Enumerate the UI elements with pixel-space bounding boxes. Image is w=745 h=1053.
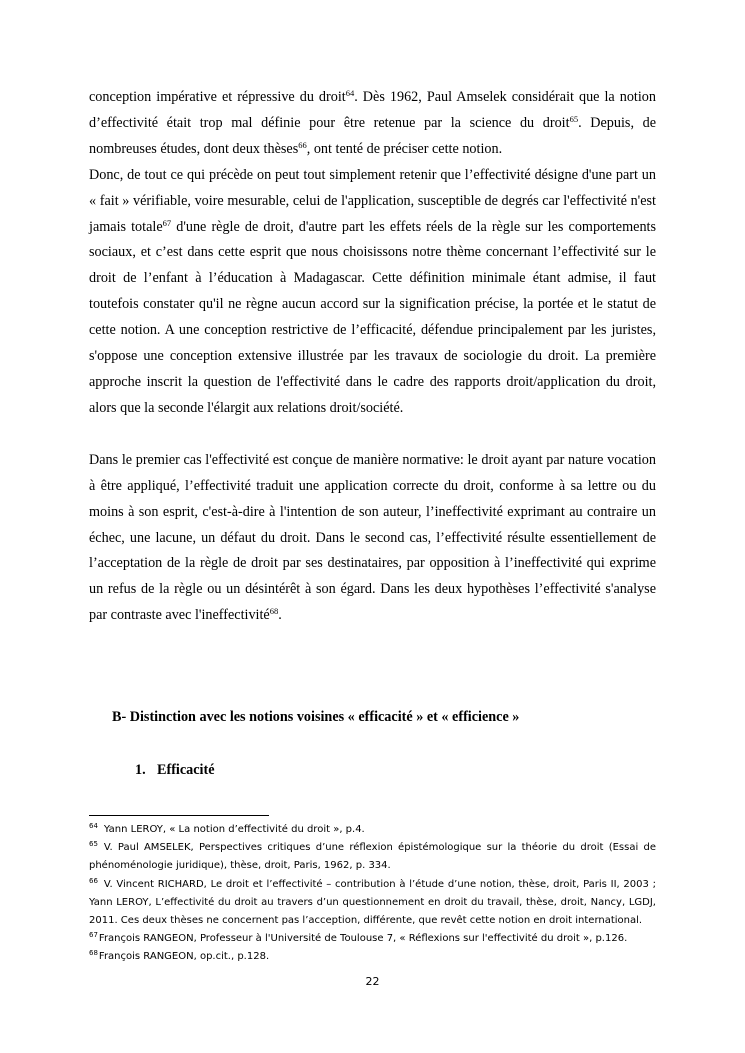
paragraph-2-text-a: Donc, de tout ce qui précède on peut tout simplement retenir que l’effectivité désigne d'une part un « fait » vérifiable, voire mesurable, celui de l'application, susceptible de degrés car l'effectivité n'est jamais totale <box>89 166 656 235</box>
footnote-67 <box>89 930 656 948</box>
footnote-separator <box>89 815 269 816</box>
footnote-text: V. Paul AMSELEK, Perspectives critiques d’une réflexion épistémologique sur la théorie du droit (Essai de phénoménologie juridique), thèse, droit, Paris, 1962, p. 334. <box>89 842 656 872</box>
section-heading-b: B- Distinction avec les notions voisines « efficacité » et « efficience » <box>112 709 520 725</box>
footnote-66 <box>89 876 656 931</box>
paragraph-2 <box>89 163 656 422</box>
paragraph-1-text-a: conception impérative et répressive du droit <box>89 89 346 105</box>
paragraph-1-text-b: . Dès 1962, Paul Amselek considérait que la notion d’effectivité était trop mal définie pour être retenue par la science du droit <box>89 89 656 131</box>
footnote-ref-68[interactable]: 68 <box>269 606 279 617</box>
footnote-number: 67 <box>89 931 98 940</box>
footnote-number: 64 <box>89 822 98 830</box>
paragraph-2-text-b: d'une règle de droit, d'autre part les effets réels de la règle sur les comportements sociaux, et c’est dans cette esprit que nous choisissons notre thème concernant l’effectivité sur le droit de l’enfant à l’éducation à Madagascar. Cette définition minimale étant admise, il faut toutefois constater qu'il ne règne aucun accord sur la signification précise, la portée et le statut de cette notion. A une conception restrictive de l’efficacité, défendue principalement par les juristes, s'oppose une conception extensive illustrée par les travaux de sociologie du droit. La première approche inscrit la question de l'effectivité dans le cadre des rapports droit/application du droit, alors que la seconde l'élargit aux relations droit/société. <box>89 218 656 416</box>
footnote-65 <box>89 839 656 875</box>
paragraph-1 <box>89 85 656 163</box>
footnote-ref-64[interactable]: 64 <box>345 88 355 98</box>
paragraph-3 <box>89 448 656 629</box>
footnote-text: François RANGEON, Professeur à l'Université de Toulouse 7, « Réflexions sur l'effectivité du droit », p.126. <box>98 933 628 945</box>
footnote-number: 68 <box>89 949 98 958</box>
footnote-64 <box>89 821 656 839</box>
footnote-text: V. Vincent RICHARD, Le droit et l’effectivité – contribution à l’étude d’une notion, thèse, droit, Paris II, 2003 ; Yann LEROY, L’effectivité du droit au travers d’un questionnement en droit du travail, thèse, droit, Nancy, LGDJ, 2011. Ces deux thèses ne concernent pas l’acception, différente, que revêt cette notion en droit international. <box>89 878 656 927</box>
footnote-number: 66 <box>89 876 98 885</box>
subsection-heading-1 <box>135 762 215 779</box>
body-text <box>89 85 656 629</box>
page-number: 22 <box>365 975 380 988</box>
footnote-ref-65[interactable]: 65 <box>569 113 579 124</box>
footnote-68 <box>89 948 656 966</box>
subsection-number: 1. <box>135 762 146 778</box>
footnote-text: François RANGEON, op.cit., p.128. <box>98 951 270 963</box>
footnote-number: 65 <box>89 840 98 849</box>
footnote-ref-67[interactable]: 67 <box>162 217 172 228</box>
paragraph-3-text-a: Dans le premier cas l'effectivité est conçue de manière normative: le droit ayant par nature vocation à être appliqué, l’effectivité traduit une application correcte du droit, conforme à sa lettre ou du moins à son esprit, c'est-à-dire à l'intention de son auteur, l’ineffectivité exprimant au contraire un échec, une lacune, un défaut du droit. Dans le second cas, l’effectivité résulte essentiellement de l’acceptation de la règle de droit par ses destinataires, par opposition à l’ineffectivité qui exprime un refus de la règle ou un désintérêt à son égard. Dans les deux hypothèses l’effectivité s'analyse par contraste avec l'ineffectivité <box>89 451 656 624</box>
paragraph-spacer <box>89 422 656 448</box>
footnote-text: Yann LEROY, « La notion d’effectivité du droit », p.4. <box>103 824 365 835</box>
paragraph-1-text-d: , ont tenté de préciser cette notion. <box>306 140 503 157</box>
footnotes <box>89 821 656 967</box>
paragraph-3-text-b: . <box>278 607 282 624</box>
footnote-ref-66[interactable]: 66 <box>298 139 307 150</box>
paragraph-1-text-c: . Depuis, de nombreuses études, dont deux thèses <box>89 114 657 157</box>
subsection-title: Efficacité <box>157 762 215 778</box>
